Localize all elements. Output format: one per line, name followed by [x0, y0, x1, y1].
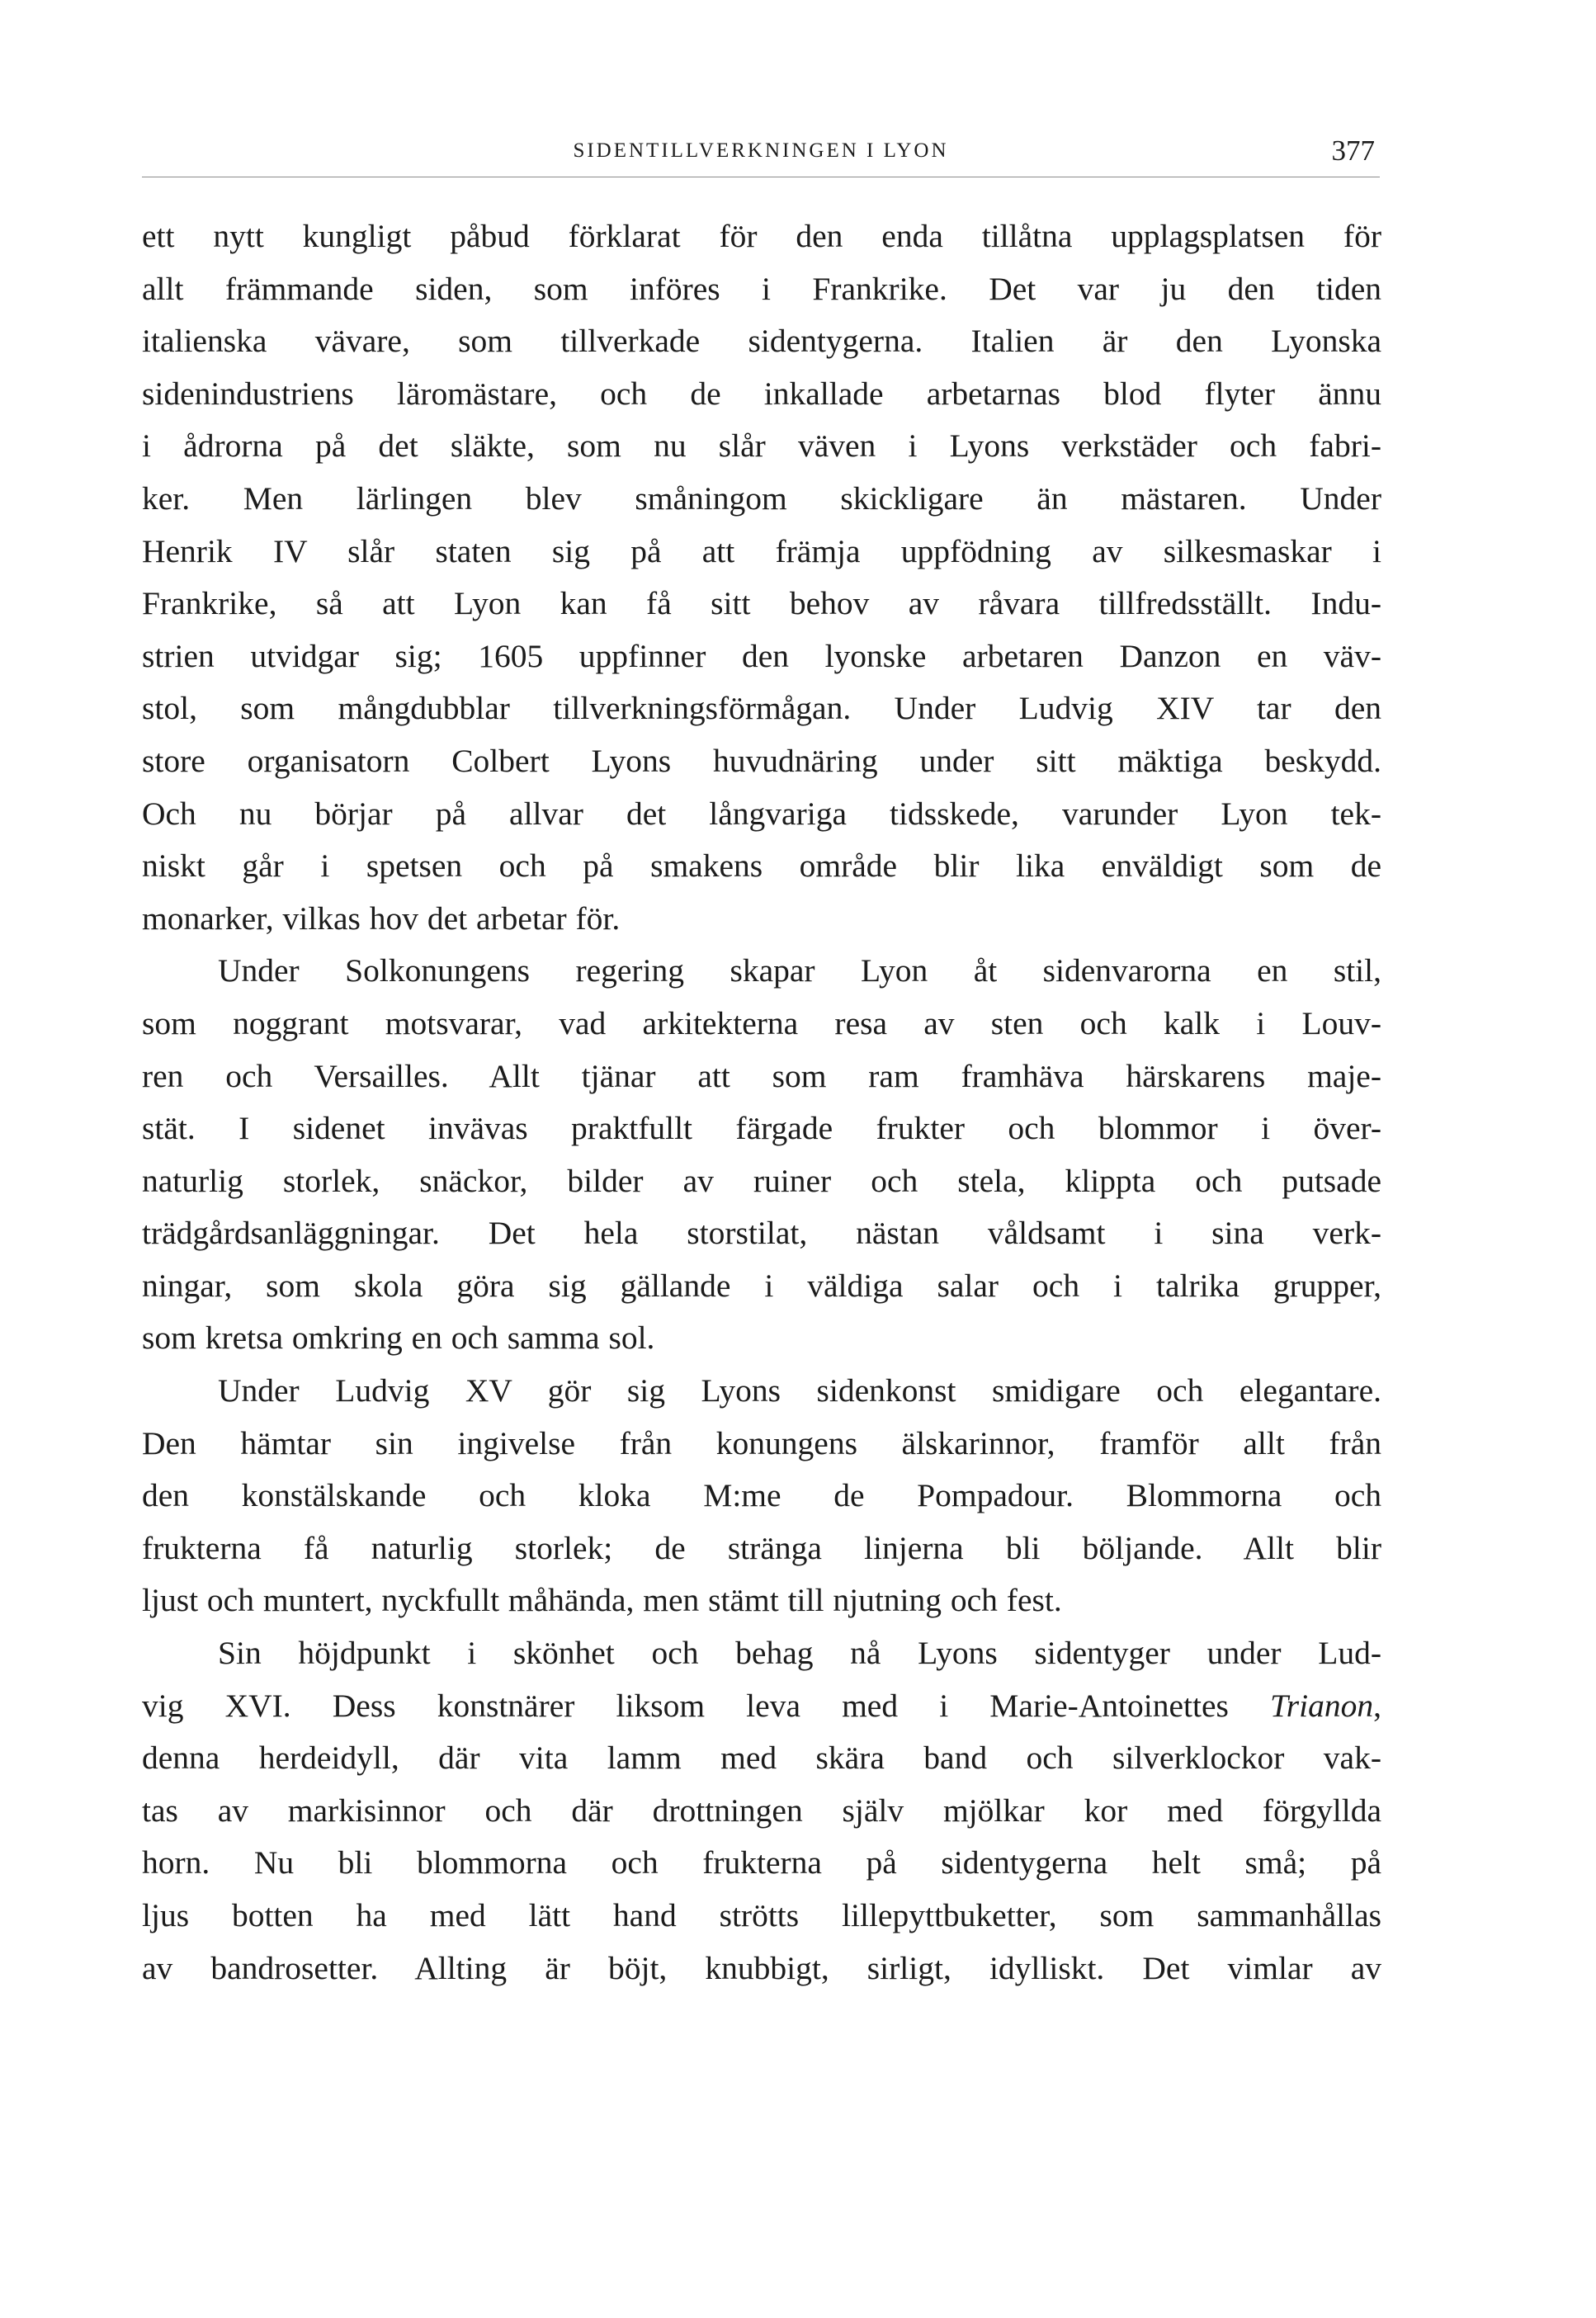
text-line: italienska vävare, som tillverkade sidentygerna. Italien är den Lyonska	[142, 323, 1381, 360]
text-line: monarker, vilkas hov det arbetar för.	[142, 899, 621, 937]
text-line: ren och Versailles. Allt tjänar att som ram framhäva härskarens maje-	[142, 1057, 1381, 1094]
text-line: Henrik IV slår staten sig på att främja uppfödning av silkesmaskar i	[142, 532, 1381, 569]
text-line: stät. I sidenet invävas praktfullt färgade frukter och blommor i över-	[142, 1110, 1381, 1147]
body-text	[142, 210, 1381, 1995]
text-line: ljust och muntert, nyckfullt måhända, men stämt till njutning och fest.	[142, 1582, 1062, 1619]
text-line: Under Ludvig XV gör sig Lyons sidenkonst smidigare och elegantare.	[218, 1372, 1381, 1409]
text-line: frukterna få naturlig storlek; de stränga linjerna bli böljande. Allt blir	[142, 1529, 1381, 1566]
text-line: horn. Nu bli blommorna och frukterna på sidentygerna helt små; på	[142, 1844, 1381, 1881]
text-line: den konstälskande och kloka M:me de Pompadour. Blommorna och	[142, 1477, 1381, 1514]
text-line: ker. Men lärlingen blev småningom skickligare än mästaren. Under	[142, 479, 1381, 517]
text-line: ljus botten ha med lätt hand strötts lillepyttbuketter, som sammanhållas	[142, 1897, 1381, 1933]
text-line: ett nytt kungligt påbud förklarat för den enda tillåtna upplagsplatsen för	[142, 218, 1381, 254]
text-line: Frankrike, så att Lyon kan få sitt behov av råvara tillfredsställt. Indu-	[142, 585, 1381, 622]
text-line: Den hämtar sin ingivelse från konungens älskarinnor, framför allt från	[142, 1424, 1381, 1461]
text-line: som kretsa omkring en och samma sol.	[142, 1320, 655, 1357]
text-line: i ådrorna på det släkte, som nu slår väven i Lyons verkstäder och fabri-	[142, 427, 1381, 465]
text-line: Och nu börjar på allvar det långvariga tidsskede, varunder Lyon tek-	[142, 795, 1381, 832]
paragraph-3	[142, 1365, 1381, 1627]
text-line: denna herdeidyll, där vita lamm med skära band och silverklockor vak-	[142, 1740, 1381, 1777]
text-line: som noggrant motsvarar, vad arkitekterna resa av sten och kalk i Louv-	[142, 1004, 1381, 1041]
text-line: stol, som mångdubblar tillverkningsförmågan. Under Ludvig XIV tar den	[142, 690, 1381, 727]
text-line: allt främmande siden, som införes i Frankrike. Det var ju den tiden	[142, 270, 1381, 307]
text-line: store organisatorn Colbert Lyons huvudnäring under sitt mäktiga beskydd.	[142, 742, 1381, 779]
text-line: tas av markisinnor och där drottningen själv mjölkar kor med förgyllda	[142, 1792, 1381, 1829]
text-line: ningar, som skola göra sig gällande i väldiga salar och i talrika grupper,	[142, 1267, 1381, 1304]
text-line: Under Solkonungens regering skapar Lyon åt sidenvarorna en stil,	[218, 952, 1381, 989]
text-line: strien utvidgar sig; 1605 uppfinner den lyonske arbetaren Danzon en väv-	[142, 637, 1381, 674]
text-line: niskt går i spetsen och på smakens område blir lika enväldigt som de	[142, 847, 1381, 885]
italic-title: Trianon	[1269, 1687, 1374, 1724]
running-title: SIDENTILLVERKNINGEN I LYON	[573, 139, 949, 162]
paragraph-1	[142, 210, 1381, 945]
text-segment: vig XVI. Dess konstnärer liksom leva med i Marie-Antoinettes	[142, 1687, 1270, 1724]
paragraph-2	[142, 945, 1381, 1365]
text-line	[142, 1680, 1381, 1733]
text-line: Sin höjdpunkt i skönhet och behag nå Lyons sidentyger under Lud-	[218, 1635, 1381, 1672]
text-line: sidenindustriens läromästare, och de inkallade arbetarnas blod flyter ännu	[142, 375, 1381, 412]
page-number: 377	[1331, 135, 1375, 167]
page-header	[142, 132, 1380, 170]
text-line: av bandrosetter. Allting är böjt, knubbigt, sirligt, idylliskt. Det vimlar av	[142, 1949, 1381, 1986]
text-segment: ,	[1373, 1687, 1381, 1724]
text-line: trädgårdsanläggningar. Det hela storstilat, nästan våldsamt i sina verk-	[142, 1215, 1381, 1252]
text-line: naturlig storlek, snäckor, bilder av ruiner och stela, klippta och putsade	[142, 1162, 1381, 1199]
paragraph-4	[142, 1627, 1381, 1995]
